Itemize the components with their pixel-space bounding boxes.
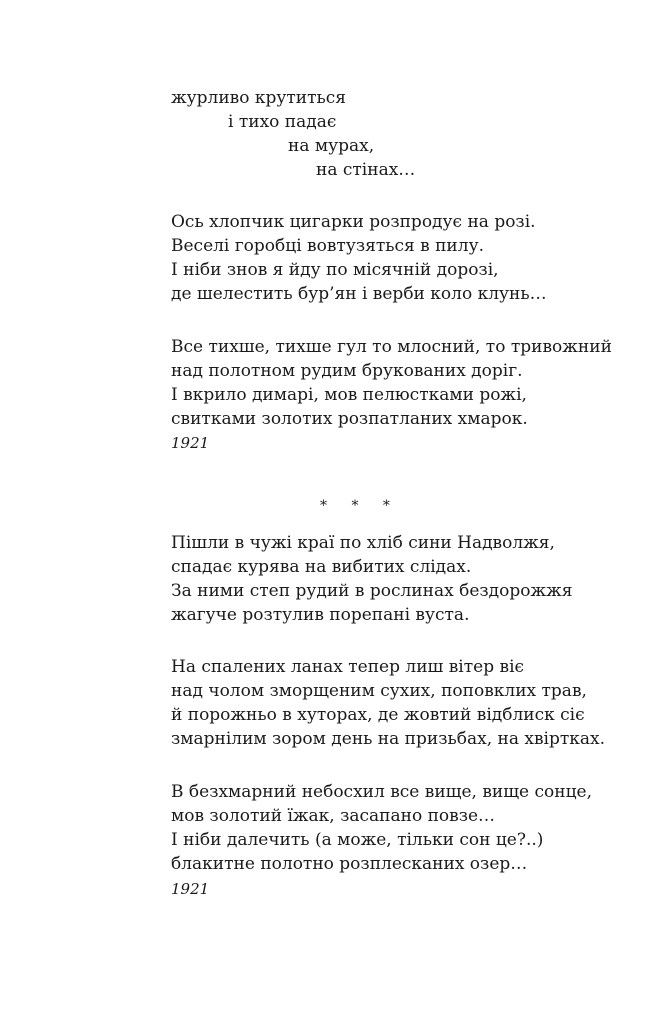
poem-line: й порожньо в хуторах, де жовтий відблиск сіє <box>171 705 585 725</box>
poem-line: Ось хлопчик цигарки розпродує на розі. <box>171 212 536 232</box>
poem-line: Пішли в чужі краї по хліб сини Надволжя, <box>171 533 555 553</box>
poem-line: журливо крутиться <box>171 88 347 108</box>
poem-line: На спалених ланах тепер лиш вітер віє <box>171 657 525 677</box>
poem-line: І ніби далечить (а може, тільки сон це?..) <box>171 830 544 850</box>
poem-line: мов золотий їжак, засапано повзе… <box>171 806 496 826</box>
poem-line: над полотном рудим брукованих доріг. <box>171 361 523 381</box>
poem-line: блакитне полотно розплесканих озер… <box>171 854 528 874</box>
poem-line: спадає курява на вибитих слідах. <box>171 557 472 577</box>
poem-line: Все тихше, тихше гул то млосний, то тривожний <box>171 337 612 357</box>
poem-line: змарнілим зором день на призьбах, на хвіртках. <box>171 729 606 749</box>
poem-line: За ними степ рудий в рослинах бездорожжя <box>171 581 573 601</box>
poem-line: І вкрило димарі, мов пелюстками рожі, <box>171 385 527 405</box>
poem-line: В безхмарний небосхил все вище, вище сонце, <box>171 782 592 802</box>
poem-line: на стінах… <box>316 160 416 180</box>
poem-line: де шелестить бур’ян і верби коло клунь… <box>171 284 547 304</box>
poem-line: на мурах, <box>288 136 375 156</box>
section-separator: * * * <box>320 498 400 514</box>
poem-line: і тихо падає <box>228 112 337 132</box>
poem-line: над чолом зморщеним сухих, поповклих трав, <box>171 681 587 701</box>
poem-date: 1921 <box>171 880 210 898</box>
poem-line: свитками золотих розпатланих хмарок. <box>171 409 528 429</box>
poem-line: І ніби знов я йду по місячній дорозі, <box>171 260 499 280</box>
poem-line: Веселі горобці вовтузяться в пилу. <box>171 236 484 256</box>
poem-line: жагуче розтулив порепані вуста. <box>171 605 470 625</box>
poem-date: 1921 <box>171 434 210 452</box>
